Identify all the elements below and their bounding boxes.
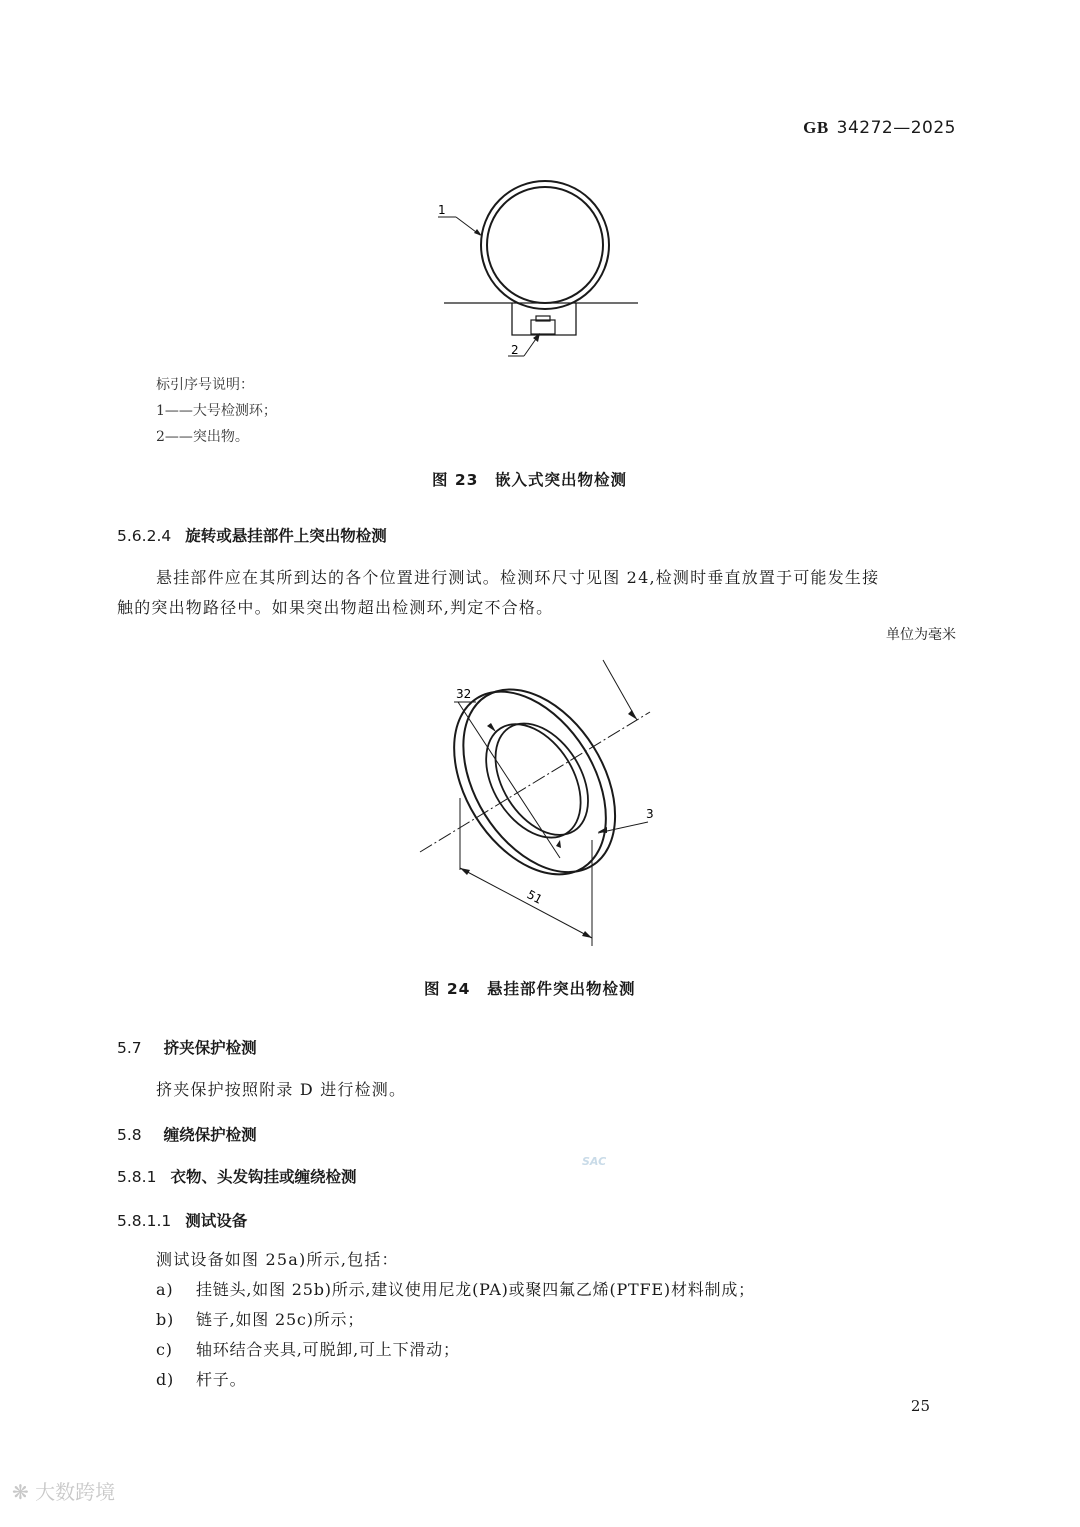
section-number: 5.8	[117, 1126, 142, 1144]
legend-item-2: 2——突出物。	[156, 429, 249, 445]
unit-note: 单位为毫米	[886, 627, 956, 643]
legend-title: 标引序号说明：	[156, 377, 254, 393]
detection-ring-outer	[481, 181, 609, 309]
dim-32-label: 32	[456, 687, 472, 701]
list-item-label: b)	[156, 1310, 175, 1329]
callout-1-arrow	[474, 229, 482, 236]
section-heading-5-8-1-1	[117, 1209, 247, 1231]
section-heading-5-8-1	[117, 1165, 356, 1187]
callout-2: 2	[511, 343, 519, 357]
list-item-text: 挂链头,如图 25b)所示,建议使用尼龙(PA)或聚四氟乙烯(PTFE)材料制成；	[196, 1280, 755, 1299]
standard-number-header	[803, 118, 956, 138]
protrusion	[531, 320, 555, 334]
paragraph-line-1: 悬挂部件应在其所到达的各个位置进行测试。检测环尺寸见图 24,检测时垂直放置于可能发生接	[156, 568, 880, 587]
figure-23-caption: 图 23 嵌入式突出物检测	[432, 471, 627, 489]
equipment-intro: 测试设备如图 25a)所示,包括：	[156, 1250, 399, 1269]
recess-outline	[512, 303, 576, 335]
ring-outer-back	[423, 664, 638, 901]
list-item	[156, 1367, 246, 1390]
section-heading-5-7	[117, 1036, 257, 1058]
section-heading-5-8	[117, 1123, 257, 1145]
figure-24-drawing	[410, 650, 680, 955]
dim-51-line	[460, 868, 592, 938]
standard-number: 34272—2025	[836, 118, 956, 138]
list-item-label: a)	[156, 1280, 174, 1299]
watermark	[12, 1476, 115, 1505]
list-item	[156, 1337, 460, 1360]
dim-51-arrow-top	[628, 710, 636, 719]
section-number: 5.8.1.1	[117, 1212, 172, 1230]
dim-51-label: 51	[524, 887, 545, 907]
dim-51-arrow-right	[582, 931, 592, 938]
section-title: 测试设备	[185, 1212, 248, 1230]
section-heading-5-6-2-4	[117, 524, 387, 546]
list-item-label: d)	[156, 1370, 175, 1389]
callout-1: 1	[438, 203, 446, 217]
list-item-label: c)	[156, 1340, 173, 1359]
list-item-text: 链子,如图 25c)所示；	[196, 1310, 365, 1329]
dim-51-arrow-left	[460, 868, 470, 875]
dim-3-label: 3	[646, 807, 654, 821]
legend-item-1: 1——大号检测环；	[156, 403, 277, 419]
paragraph-line-2: 触的突出物路径中。如果突出物超出检测环,判定不合格。	[117, 598, 554, 617]
dim-32-arrow-top	[487, 723, 496, 732]
dim-32-arrow-bottom	[556, 840, 561, 848]
list-item	[156, 1307, 364, 1330]
section-title: 衣物、头发钩挂或缠绕检测	[170, 1168, 357, 1186]
section-number: 5.6.2.4	[117, 527, 172, 545]
sac-watermark-logo: SAC	[582, 1155, 607, 1168]
list-item-text: 杆子。	[196, 1370, 247, 1389]
watermark-text: 大数跨境	[35, 1480, 116, 1504]
dim-3-arrow	[598, 827, 607, 833]
figure-24-caption: 图 24 悬挂部件突出物检测	[424, 980, 636, 998]
section-title: 缠绕保护检测	[163, 1126, 257, 1144]
section-number: 5.8.1	[117, 1168, 157, 1186]
section-5-7-paragraph: 挤夹保护按照附录 D 进行检测。	[156, 1080, 407, 1099]
figure-23-drawing	[420, 170, 660, 370]
list-item-text: 轴环结合夹具,可脱卸,可上下滑动；	[196, 1340, 460, 1359]
section-title: 挤夹保护检测	[163, 1039, 257, 1057]
detection-ring-inner	[487, 187, 603, 303]
section-title: 旋转或悬挂部件上突出物检测	[185, 527, 387, 545]
watermark-icon: ❋	[12, 1480, 29, 1504]
page-number: 25	[910, 1397, 930, 1415]
list-item	[156, 1277, 755, 1300]
standard-prefix: GB	[803, 118, 829, 137]
section-number: 5.7	[117, 1039, 142, 1057]
